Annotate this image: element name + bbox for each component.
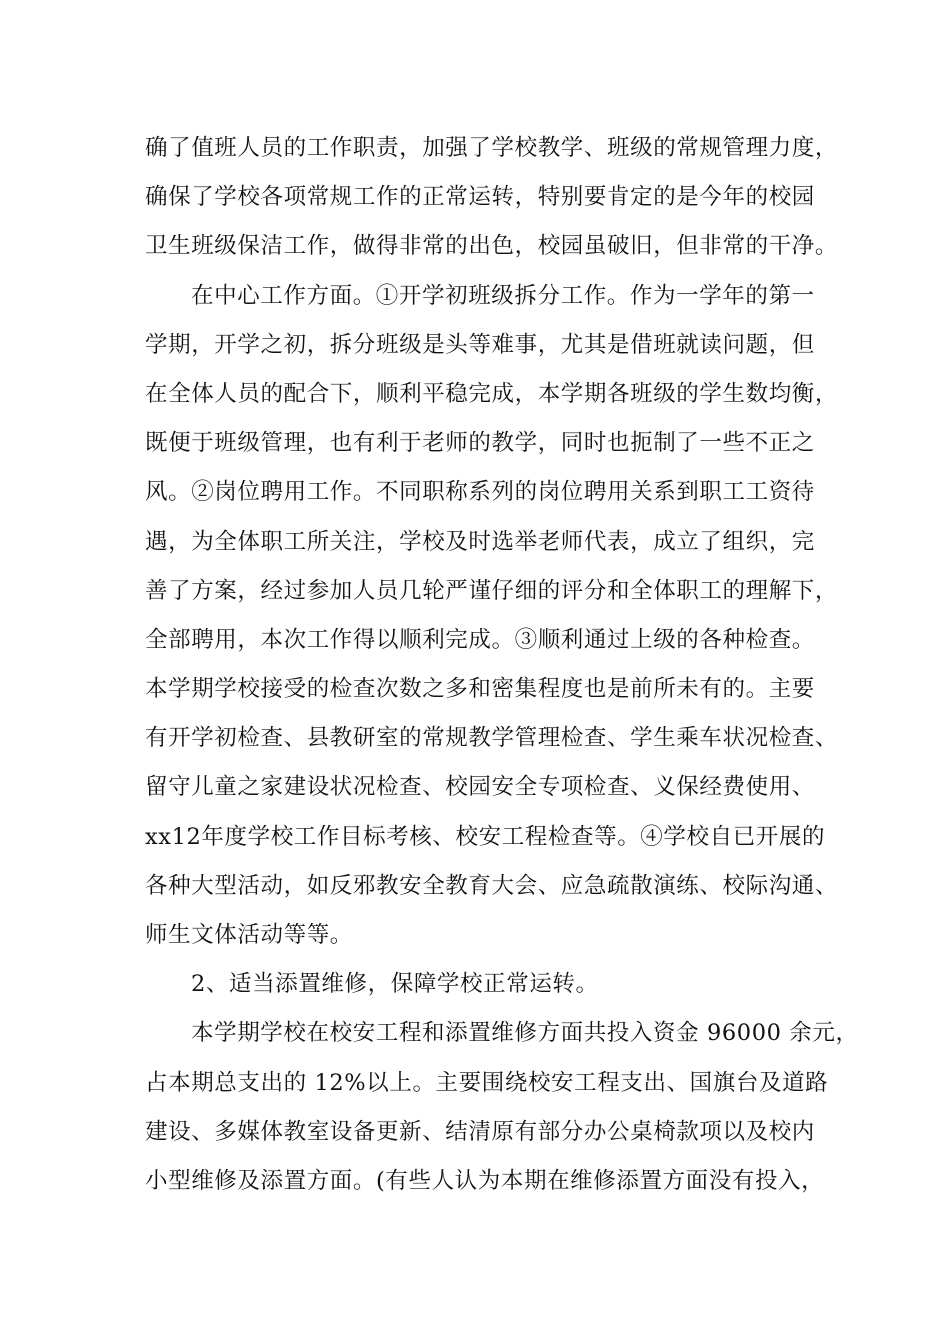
text-line: 留守儿童之家建设状况检查、校园安全专项检查、义保经费使用、 (145, 774, 815, 801)
text-line: 确了值班人员的工作职责，加强了学校教学、班级的常规管理力度， (145, 135, 839, 161)
text-line: 既便于班级管理，也有利于老师的教学，同时也扼制了一些不正之 (145, 430, 815, 457)
text-line: 全部聘用，本次工作得以顺利完成。③顺利通过上级的各种检查。 (145, 626, 815, 653)
text-line: 卫生班级保洁工作，做得非常的出色，校园虽破旧，但非常的干净。 (145, 233, 839, 260)
text-line: 善了方案，经过参加人员几轮严谨仔细的评分和全体职工的理解下， (145, 577, 839, 604)
text-line: 学期，开学之初，拆分班级是头等难事，尤其是借班就读问题，但 (145, 331, 815, 358)
document-body (145, 124, 859, 1206)
text-line: 在全体人员的配合下，顺利平稳完成，本学期各班级的学生数均衡， (145, 380, 839, 407)
text-line: 遇，为全体职工所关注，学校及时选举老师代表，成立了组织，完 (145, 528, 815, 555)
text-line: 占本期总支出的 12%以上。主要围绕校安工程支出、国旗台及道路 (145, 1069, 829, 1096)
text-line: 有开学初检查、县教研室的常规教学管理检查、学生乘车状况检查、 (145, 725, 839, 752)
text-line: 各种大型活动，如反邪教安全教育大会、应急疏散演练、校际沟通、 (145, 872, 839, 899)
text-line: 师生文体活动等等。 (145, 922, 353, 948)
paragraph-start-line: 本学期学校在校安工程和添置维修方面共投入资金 96000 余元， (191, 1020, 859, 1047)
text-line: xx12年度学校工作目标考核、校安工程检查等。④学校自已开展的 (145, 823, 826, 850)
paragraph-start-line: 在中心工作方面。①开学初班级拆分工作。作为一学年的第一 (191, 282, 815, 309)
section-heading: 2、适当添置维修，保障学校正常运转。 (191, 971, 599, 998)
text-line: 小型维修及添置方面。(有些人认为本期在维修添置方面没有投入， (145, 1167, 825, 1194)
text-line: 风。②岗位聘用工作。不同职称系列的岗位聘用关系到职工工资待 (145, 479, 815, 506)
text-line: 确保了学校各项常规工作的正常运转，特别要肯定的是今年的校园 (145, 184, 815, 211)
text-line: 建设、多媒体教室设备更新、结清原有部分办公桌椅款项以及校内 (145, 1118, 815, 1145)
text-line: 本学期学校接受的检查次数之多和密集程度也是前所未有的。主要 (145, 676, 815, 703)
